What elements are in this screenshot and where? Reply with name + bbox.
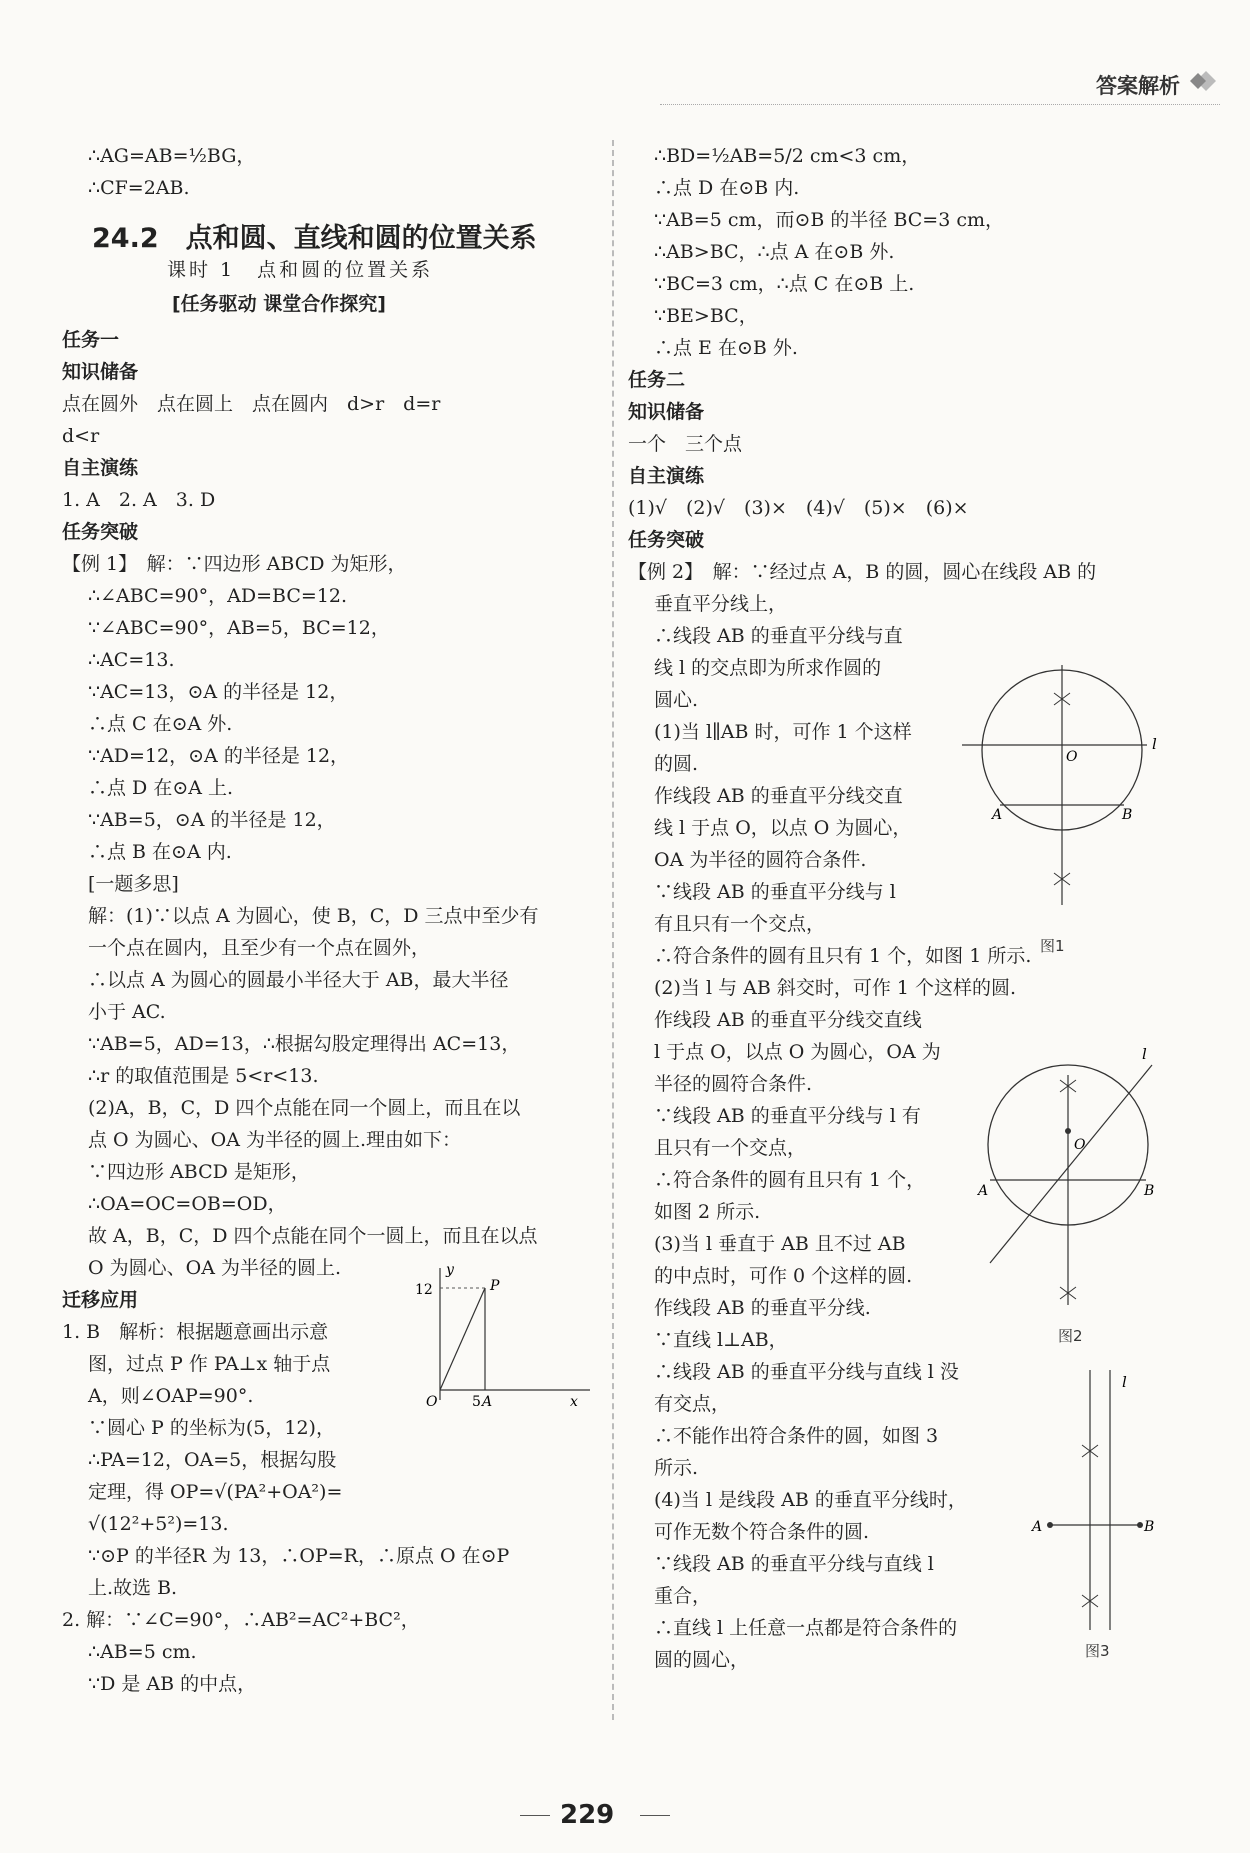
text-line: 上.故选 B.: [88, 1577, 178, 1599]
heading: 知识储备: [62, 361, 139, 383]
text-line: (4)当 l 是线段 AB 的垂直平分线时，: [654, 1489, 967, 1511]
heading: 任务一: [62, 329, 120, 351]
text-line: 半径的圆符合条件.: [654, 1073, 813, 1095]
text-line: (2)A，B，C，D 四个点能在同一个圆上，而且在以: [88, 1097, 521, 1119]
heading: 任务突破: [628, 529, 705, 551]
text-line: ∴AC=13.: [88, 649, 175, 671]
text-line: ∴AG=AB=½BG，: [88, 145, 256, 167]
text-line: 且只有一个交点，: [654, 1137, 807, 1159]
text-line: 定理，得 OP=√(PA²+OA²)=: [88, 1481, 343, 1503]
text-line: ∵AC=13，⊙A 的半径是 12，: [88, 681, 349, 703]
text-line: ∴BD=½AB=5/2 cm<3 cm，: [654, 145, 921, 167]
section-title: 24.2 点和圆、直线和圆的位置关系: [92, 223, 537, 254]
text-line: O 为圆心、OA 为半径的圆上.: [88, 1257, 341, 1279]
text-line: 小于 AC.: [88, 1001, 166, 1023]
text-line: 圆心.: [654, 689, 699, 711]
point-label: B: [1144, 1519, 1155, 1535]
text-line: 圆的圆心，: [654, 1649, 750, 1671]
point-label: A: [978, 1183, 989, 1199]
text-line: 一个点在圆内，且至少有一个点在圆外，: [88, 937, 431, 959]
text-line: ∴点 B 在⊙A 内.: [88, 841, 232, 863]
text-line: 1. A 2. A 3. D: [62, 489, 216, 511]
text-line: (1)√ (2)√ (3)× (4)√ (5)× (6)×: [628, 497, 969, 519]
left-column: [62, 140, 602, 1700]
point-label: O: [1066, 749, 1078, 765]
figure-2-caption: 图2: [1058, 1327, 1083, 1345]
line-label: l: [1152, 735, 1157, 753]
text-line: ∵线段 AB 的垂直平分线与 l 有: [654, 1105, 921, 1127]
text-line: ∴点 D 在⊙B 内.: [654, 177, 800, 199]
text-line: ∴∠ABC=90°，AD=BC=12.: [88, 585, 348, 607]
text-line: [一题多思]: [88, 873, 179, 895]
section-tag: [任务驱动 课堂合作探究]: [172, 293, 386, 315]
header-title: 答案解析: [1096, 74, 1180, 98]
text-line: 点 O 为圆心、OA 为半径的圆上.理由如下：: [88, 1129, 462, 1151]
text-line: 【例 1】 解：∵四边形 ABCD 为矩形，: [62, 553, 407, 575]
text-line: ∵BE>BC，: [654, 305, 758, 327]
text-line: 线 l 的交点即为所求作圆的: [654, 657, 882, 679]
axis-label: x: [570, 1394, 578, 1410]
text-line: 重合，: [654, 1585, 712, 1607]
text-line: 如图 2 所示.: [654, 1201, 761, 1223]
text-line: A，则∠OAP=90°.: [88, 1385, 254, 1407]
text-line: ∵AD=12，⊙A 的半径是 12，: [88, 745, 350, 767]
point-label: B: [1122, 807, 1133, 823]
axis-label: y: [446, 1262, 454, 1278]
text-line: ∵AB=5，⊙A 的半径是 12，: [88, 809, 336, 831]
text-line: 1. B 解析：根据题意画出示意: [62, 1321, 329, 1343]
point-label: A: [482, 1394, 493, 1410]
text-line: ∴点 C 在⊙A 外.: [88, 713, 233, 735]
line-label: l: [1142, 1045, 1147, 1063]
text-line: 2. 解：∵∠C=90°，∴AB²=AC²+BC²，: [62, 1609, 420, 1631]
text-line: ∵圆心 P 的坐标为(5，12)，: [88, 1417, 335, 1439]
text-line: ∵D 是 AB 的中点，: [88, 1673, 257, 1695]
text-line: ∴点 D 在⊙A 上.: [88, 777, 234, 799]
text-line: 有交点，: [654, 1393, 731, 1415]
text-line: 解：(1)∵以点 A 为圆心，使 B，C，D 三点中至少有: [88, 905, 539, 927]
heading: 知识储备: [628, 401, 705, 423]
text-line: ∵AB=5 cm，而⊙B 的半径 BC=3 cm，: [654, 209, 1004, 231]
text-line: 可作无数个符合条件的圆.: [654, 1521, 870, 1543]
text-line: 垂直平分线上，: [654, 593, 788, 615]
heading: 自主演练: [62, 457, 139, 479]
heading: 任务突破: [62, 521, 139, 543]
point-label: A: [1032, 1519, 1043, 1535]
text-line: 作线段 AB 的垂直平分线交直: [654, 785, 903, 807]
text-line: ∴不能作出符合条件的圆，如图 3: [654, 1425, 939, 1447]
text-line: 故 A，B，C，D 四个点能在同个一圆上，而且在以点: [88, 1225, 538, 1247]
text-line: 作线段 AB 的垂直平分线交直线: [654, 1009, 922, 1031]
point-label: P: [490, 1278, 500, 1294]
text-line: ∴点 E 在⊙B 外.: [654, 337, 798, 359]
text-line: ∵线段 AB 的垂直平分线与 l: [654, 881, 896, 903]
page-number-dash: [520, 1815, 550, 1816]
text-line: (3)当 l 垂直于 AB 且不过 AB: [654, 1233, 906, 1255]
text-line: ∵四边形 ABCD 是矩形，: [88, 1161, 310, 1183]
text-line: 线 l 于点 O，以点 O 为圆心，: [654, 817, 912, 839]
figure-2: [970, 1045, 1160, 1325]
section-subtitle: 课时 1 点和圆的位置关系: [167, 259, 434, 281]
point-label: O: [426, 1394, 438, 1410]
text-line: ∴符合条件的圆有且只有 1 个，: [654, 1169, 926, 1191]
diamond-icon: [1186, 66, 1220, 96]
text-line: ∴OA=OC=OB=OD，: [88, 1193, 287, 1215]
text-line: ∵⊙P 的半径R 为 13，∴OP=R，∴原点 O 在⊙P: [88, 1545, 510, 1567]
point-label: A: [992, 807, 1003, 823]
heading: 迁移应用: [62, 1289, 139, 1311]
page-number-dash: [640, 1815, 670, 1816]
text-line: ∴r 的取值范围是 5<r<13.: [88, 1065, 319, 1087]
text-line: ∴以点 A 为圆心的圆最小半径大于 AB，最大半径: [88, 969, 509, 991]
text-line: 【例 2】 解：∵经过点 A，B 的圆，圆心在线段 AB 的: [628, 561, 1097, 583]
text-line: 所示.: [654, 1457, 699, 1479]
text-line: ∴PA=12，OA=5，根据勾股: [88, 1449, 337, 1471]
column-divider: [612, 140, 614, 1720]
figure-3: [1030, 1365, 1160, 1635]
axis-tick-label: 12: [415, 1282, 433, 1298]
text-line: ∴符合条件的圆有且只有 1 个，如图 1 所示.: [654, 945, 1032, 967]
point-label: O: [1074, 1137, 1086, 1153]
text-line: 作线段 AB 的垂直平分线.: [654, 1297, 871, 1319]
text-line: d<r: [62, 425, 100, 447]
text-line: 点在圆外 点在圆上 点在圆内 d>r d=r: [62, 393, 441, 415]
page-number: 229: [560, 1800, 615, 1830]
line-label: l: [1122, 1373, 1127, 1391]
text-line: l 于点 O，以点 O 为圆心，OA 为: [654, 1041, 941, 1063]
header-rule: [660, 104, 1220, 105]
figure-1: [962, 655, 1162, 915]
text-line: ∴AB=5 cm.: [88, 1641, 197, 1663]
text-line: 图，过点 P 作 PA⊥x 轴于点: [88, 1353, 331, 1375]
text-line: 的中点时，可作 0 个这样的圆.: [654, 1265, 913, 1287]
text-line: ∵直线 l⊥AB，: [654, 1329, 788, 1351]
text-line: ∴直线 l 上任意一点都是符合条件的: [654, 1617, 958, 1639]
heading: 自主演练: [628, 465, 705, 487]
text-line: ∵∠ABC=90°，AB=5，BC=12，: [88, 617, 390, 639]
text-line: ∵BC=3 cm，∴点 C 在⊙B 上.: [654, 273, 915, 295]
text-line: ∴线段 AB 的垂直平分线与直线 l 没: [654, 1361, 959, 1383]
point-label: B: [1144, 1183, 1155, 1199]
text-line: 的圆.: [654, 753, 699, 775]
heading: 任务二: [628, 369, 686, 391]
figure-1-caption: 图1: [1040, 937, 1065, 955]
text-line: (2)当 l 与 AB 斜交时，可作 1 个这样的圆.: [654, 977, 1017, 999]
text-line: ∴CF=2AB.: [88, 177, 190, 199]
text-line: ∴线段 AB 的垂直平分线与直: [654, 625, 903, 647]
text-line: 一个 三个点: [628, 433, 743, 455]
coordinate-figure: [415, 1260, 600, 1410]
text-line: ∵AB=5，AD=13，∴根据勾股定理得出 AC=13，: [88, 1033, 521, 1055]
text-line: ∵线段 AB 的垂直平分线与直线 l: [654, 1553, 934, 1575]
figure-3-caption: 图3: [1085, 1642, 1110, 1660]
text-line: ∴AB>BC，∴点 A 在⊙B 外.: [654, 241, 895, 263]
text-line: √(12²+5²)=13.: [88, 1513, 229, 1535]
text-line: 有且只有一个交点，: [654, 913, 826, 935]
text-line: (1)当 l∥AB 时，可作 1 个这样: [654, 721, 912, 743]
text-line: OA 为半径的圆符合条件.: [654, 849, 867, 871]
axis-tick-label: 5: [472, 1394, 481, 1410]
